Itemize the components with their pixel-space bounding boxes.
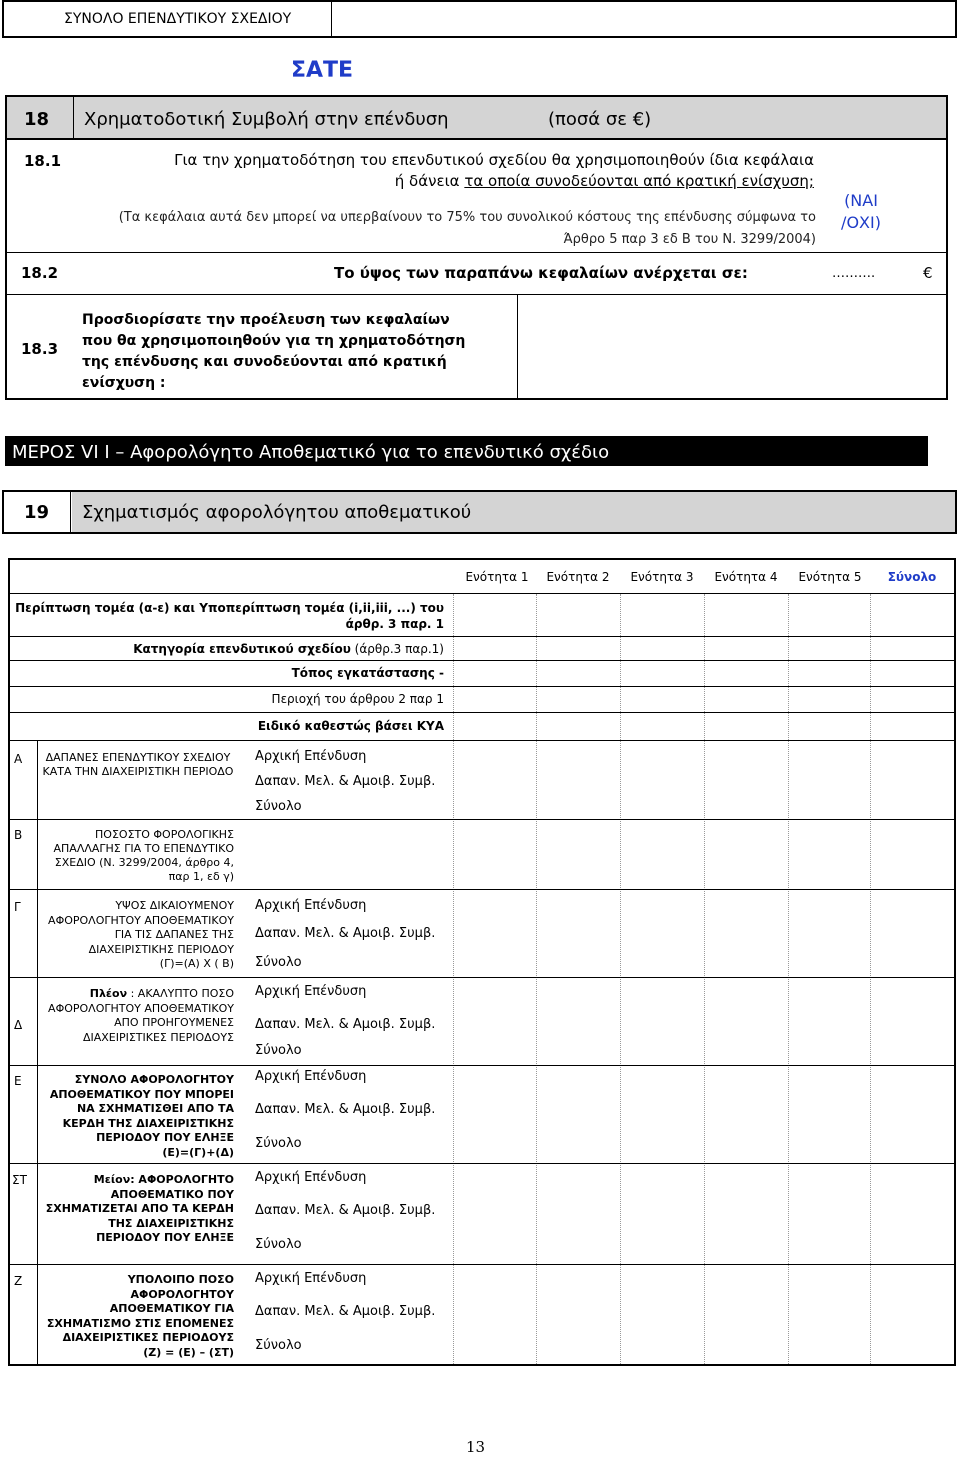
row-b-letter: Β: [14, 828, 23, 842]
row-g-initial: Αρχική Επένδυση: [255, 1271, 367, 1286]
row-e-expenses: Δαπαν. Μελ. & Αμοιβ. Συμβ.: [255, 1102, 436, 1117]
section-18-divider: [73, 95, 74, 140]
row-e-initial: Αρχική Επένδυση: [255, 1069, 367, 1084]
row-f-desc: [40, 1173, 234, 1246]
row-f-line: ΤΗΣ ΔΙΑΧΕΙΡΙΣΤΙΚΗΣ: [108, 1216, 234, 1230]
col-header-5: Ενότητα 5: [798, 570, 862, 584]
q18-3-number: 18.3: [21, 340, 59, 358]
row-d-initial: Αρχική Επένδυση: [255, 984, 367, 999]
q18-1-line2a: ή δάνεια: [394, 172, 465, 190]
section-19-title: Σχηματισμός αφορολόγητου αποθεματικού: [82, 502, 472, 523]
q18-3-line2: που θα χρησιμοποιηθούν για τη χρηματοδότηση: [82, 333, 466, 349]
yes-no-answer[interactable]: [826, 190, 896, 234]
header-divider: [331, 0, 332, 38]
row-divider-a: [9, 819, 955, 820]
row-c-line: ΥΨΟΣ ΔΙΚΑΙΟΥΜΕΝΟΥ: [115, 899, 234, 912]
row-e-line: ΚΕΡΔΗ ΤΗΣ ΔΙΑΧΕΙΡΙΣΤΙΚΗΣ: [62, 1116, 234, 1130]
q18-3-text: [82, 310, 465, 394]
row-divider-e: [9, 1163, 955, 1164]
q18-3-divider: [517, 294, 518, 399]
row-e-desc: [40, 1073, 234, 1160]
row-divider-b: [9, 889, 955, 890]
row-b-desc: [40, 828, 234, 884]
info-sector-line1: Περίπτωση τομέα (α-ε) και Υποπερίπτωση τομέα (i,ii,iii, ...) του: [15, 601, 444, 615]
grid-col-4: [704, 594, 705, 1364]
q18-1-number: 18.1: [24, 152, 62, 170]
row-e-total: Σύνολο: [255, 1136, 302, 1151]
section-19-divider: [70, 490, 71, 534]
row-d-prefix: Πλέον: [89, 987, 128, 1000]
header-title: ΣΥΝΟΛΟ ΕΠΕΝΔΥΤΙΚΟΥ ΣΧΕΔΙΟΥ: [64, 11, 292, 27]
row-g-line: (Ζ) = (Ε) – (ΣΤ): [143, 1345, 234, 1359]
row-d-line: ΑΠΟ ΠΡΟΗΓΟΥΜΕΝΕΣ: [114, 1016, 234, 1029]
yes-no-line2: /ΟΧΙ): [841, 213, 881, 232]
row-e-line: ΠΕΡΙΟΔΟΥ ΠΟΥ ΕΛΗΞΕ: [96, 1131, 234, 1144]
grid-col-6: [870, 594, 871, 1364]
col-header-bottom: [9, 593, 955, 594]
row-divider-f: [9, 1264, 955, 1265]
row-d-total: Σύνολο: [255, 1043, 302, 1058]
row-g-line: ΣΧΗΜΑΤΙΣΜΟ ΣΤΙΣ ΕΠΟΜΕΝΕΣ: [46, 1316, 234, 1330]
q18-3-answer-field[interactable]: [520, 296, 946, 398]
section-18-title: Χρηματοδοτική Συμβολή στην επένδυση: [84, 109, 449, 130]
q18-1-text: [82, 150, 814, 192]
row-d-line0: : ΑΚΑΛΥΠΤΟ ΠΟΣΟ: [127, 987, 234, 1000]
row-a-desc: [40, 751, 236, 779]
row-f-line: Μείον: ΑΦΟΡΟΛΟΓΗΤΟ: [93, 1173, 234, 1186]
row-d-line: ΑΦΟΡΟΛΟΓΗΤΟΥ ΑΠΟΘΕΜΑΤΙΚΟΥ: [48, 1001, 234, 1015]
row-g-line: ΑΦΟΡΟΛΟΓΗΤΟΥ: [130, 1287, 234, 1301]
row-c-line: (Γ)=(Α) Χ ( Β): [159, 957, 234, 970]
amounts-note: (ποσά σε €): [548, 109, 652, 130]
q18-2-text: Το ύψος των παραπάνω κεφαλαίων ανέρχεται σε:: [334, 264, 748, 282]
row-f-initial: Αρχική Επένδυση: [255, 1170, 367, 1185]
row-a-letter: Α: [14, 752, 23, 766]
row-g-letter: Ζ: [14, 1274, 23, 1288]
q18-1-line1: Για την χρηματοδότηση του επενδυτικού σχεδίου θα χρησιμοποιηθούν ίδια κεφάλαια: [174, 151, 814, 169]
info-divider-2: [9, 660, 955, 661]
euro-symbol: €: [923, 264, 933, 282]
row-b-line: ΣΧΕΔΙΟ (Ν. 3299/2004, άρθρο 4,: [54, 856, 234, 869]
row-g-line: ΔΙΑΧΕΙΡΙΣΤΙΚΕΣ ΠΕΡΙΟΔΟΥΣ: [62, 1331, 234, 1344]
q18-1-line2: [82, 171, 814, 192]
grid-col-3: [620, 594, 621, 1364]
row-g-line: ΑΠΟΘΕΜΑΤΙΚΟΥ ΓΙΑ: [109, 1302, 234, 1315]
col-header-4: Ενότητα 4: [714, 570, 778, 584]
row-g-total: Σύνολο: [255, 1338, 302, 1353]
row-d-expenses: Δαπαν. Μελ. & Αμοιβ. Συμβ.: [255, 1017, 436, 1032]
row-c-initial: Αρχική Επένδυση: [255, 898, 367, 913]
grid-col-2: [536, 594, 537, 1364]
q18-3-line3: της επένδυσης και συνοδεύονται από κρατική: [82, 354, 447, 370]
q18-1-line2b: τα οποία συνοδεύονται από κρατική ενίσχυση;: [464, 172, 814, 190]
row-d-line: [40, 987, 234, 1002]
row-e-letter: Ε: [14, 1074, 22, 1088]
letter-col-divider: [37, 740, 38, 1365]
info-divider-1: [9, 636, 955, 637]
row-e-line: ΝΑ ΣΧΗΜΑΤΙΣΘΕΙ ΑΠΟ ΤΑ: [76, 1102, 234, 1115]
scheme-title: ΣΑΤΕ: [291, 58, 354, 83]
col-header-2: Ενότητα 2: [546, 570, 610, 584]
section-18-number: 18: [24, 109, 50, 130]
row-c-desc: [40, 899, 234, 972]
info-row-category: [14, 642, 444, 656]
info-row-regime: Ειδικό καθεστώς βάσει ΚΥΑ: [257, 719, 444, 733]
info-divider-4: [9, 712, 955, 713]
row-d-desc: [40, 987, 234, 1045]
grid-col-1: [453, 594, 454, 1364]
page-number: 13: [466, 1438, 486, 1456]
row-g-expenses: Δαπαν. Μελ. & Αμοιβ. Συμβ.: [255, 1304, 436, 1319]
row-c-line: ΓΙΑ ΤΙΣ ΔΑΠΑΝΕΣ ΤΗΣ: [114, 928, 234, 941]
info-sector-line2: άρθρ. 3 παρ. 1: [345, 617, 444, 631]
row-divider-c: [9, 977, 955, 978]
q18-1-note-line2: Άρθρο 5 παρ 3 εδ Β του Ν. 3299/2004): [563, 232, 816, 247]
row-a-expenses: Δαπαν. Μελ. & Αμοιβ. Συμβ.: [255, 774, 436, 789]
yes-no-line1: (ΝΑΙ: [844, 191, 878, 210]
section-19-number: 19: [24, 502, 50, 523]
row-g-desc: [40, 1273, 234, 1360]
row-f-line: ΣΧΗΜΑΤΙΖΕΤΑΙ ΑΠΟ ΤΑ ΚΕΡΔΗ: [45, 1202, 234, 1215]
row-e-line: ΣΥΝΟΛΟ ΑΦΟΡΟΛΟΓΗΤΟΥ: [74, 1073, 234, 1086]
row-c-expenses: Δαπαν. Μελ. & Αμοιβ. Συμβ.: [255, 926, 436, 941]
q18-2-number: 18.2: [21, 264, 59, 282]
col-header-total: Σύνολο: [887, 570, 937, 584]
row-b-line: παρ 1, εδ γ): [168, 870, 234, 883]
row-f-expenses: Δαπαν. Μελ. & Αμοιβ. Συμβ.: [255, 1203, 436, 1218]
col-header-3: Ενότητα 3: [630, 570, 694, 584]
row-c-letter: Γ: [14, 900, 21, 914]
row-a-line: ΚΑΤΑ ΤΗΝ ΔΙΑΧΕΙΡΙΣΤΙΚΗ ΠΕΡΙΟΔΟ: [42, 765, 234, 778]
divider-18-1: [6, 252, 947, 253]
row-b-line: ΑΠΑΛΛΑΓΗΣ ΓΙΑ ΤΟ ΕΠΕΝΔΥΤΙΚΟ: [53, 842, 234, 855]
info-category-ref: (άρθρ.3 παρ.1): [350, 642, 444, 656]
grid-col-5: [788, 594, 789, 1364]
row-divider-d: [9, 1065, 955, 1066]
col-header-1: Ενότητα 1: [465, 570, 529, 584]
part6-title: ΜΕΡΟΣ VI Ι – Αφορολόγητο Αποθεματικό για το επενδυτικό σχέδιο: [12, 442, 610, 463]
row-a-line: ΔΑΠΑΝΕΣ ΕΠΕΝΔΥΤΙΚΟΥ ΣΧΕΔΙΟΥ: [45, 751, 231, 764]
info-row-region: Περιοχή του άρθρου 2 παρ 1: [271, 692, 444, 706]
row-e-line: ΑΠΟΘΕΜΑΤΙΚΟΥ ΠΟΥ ΜΠΟΡΕΙ: [49, 1087, 234, 1101]
row-d-line: ΔΙΑΧΕΙΡΙΣΤΙΚΕΣ ΠΕΡΙΟΔΟΥΣ: [82, 1030, 234, 1044]
row-c-total: Σύνολο: [255, 955, 302, 970]
q18-1-note: [60, 207, 816, 251]
row-a-total: Σύνολο: [255, 799, 302, 814]
info-category-label: Κατηγορία επενδυτικού σχεδίου: [133, 642, 351, 656]
divider-18-2: [6, 294, 947, 295]
info-row-sector: [14, 600, 444, 632]
q18-3-line4: ενίσχυση :: [82, 375, 166, 391]
row-c-line: ΔΙΑΧΕΙΡΙΣΤΙΚΗΣ ΠΕΡΙΟΔΟΥ: [88, 942, 234, 956]
row-d-letter: Δ: [14, 1018, 23, 1032]
row-b-line: ΠΟΣΟΣΤΟ ΦΟΡΟΛΟΓΙΚΗΣ: [95, 828, 234, 841]
row-f-line: ΑΠΟΘΕΜΑΤΙΚΟ ΠΟΥ: [110, 1187, 234, 1201]
row-f-letter: ΣΤ: [12, 1173, 27, 1187]
info-divider-5: [9, 740, 955, 741]
row-a-initial: Αρχική Επένδυση: [255, 749, 367, 764]
row-f-line: ΠΕΡΙΟΔΟΥ ΠΟΥ ΕΛΗΞΕ: [96, 1231, 234, 1244]
row-f-total: Σύνολο: [255, 1237, 302, 1252]
row-e-line: (Ε)=(Γ)+(Δ): [162, 1145, 234, 1159]
q18-3-line1: Προσδιορίσατε την προέλευση των κεφαλαίων: [82, 312, 450, 328]
row-g-line: ΥΠΟΛΟΙΠΟ ΠΟΣΟ: [127, 1273, 234, 1286]
info-row-location: Τόπος εγκατάστασης -: [291, 666, 444, 680]
q18-1-note-line1: (Τα κεφάλαια αυτά δεν μπορεί να υπερβαίνουν το 75% του συνολικού κόστους της επένδυσης σύμφωνα το: [118, 210, 816, 225]
row-c-line: ΑΦΟΡΟΛΟΓΗΤΟΥ ΑΠΟΘΕΜΑΤΙΚΟΥ: [48, 913, 234, 927]
info-divider-3: [9, 686, 955, 687]
q18-2-amount-field[interactable]: ……….: [832, 266, 876, 281]
